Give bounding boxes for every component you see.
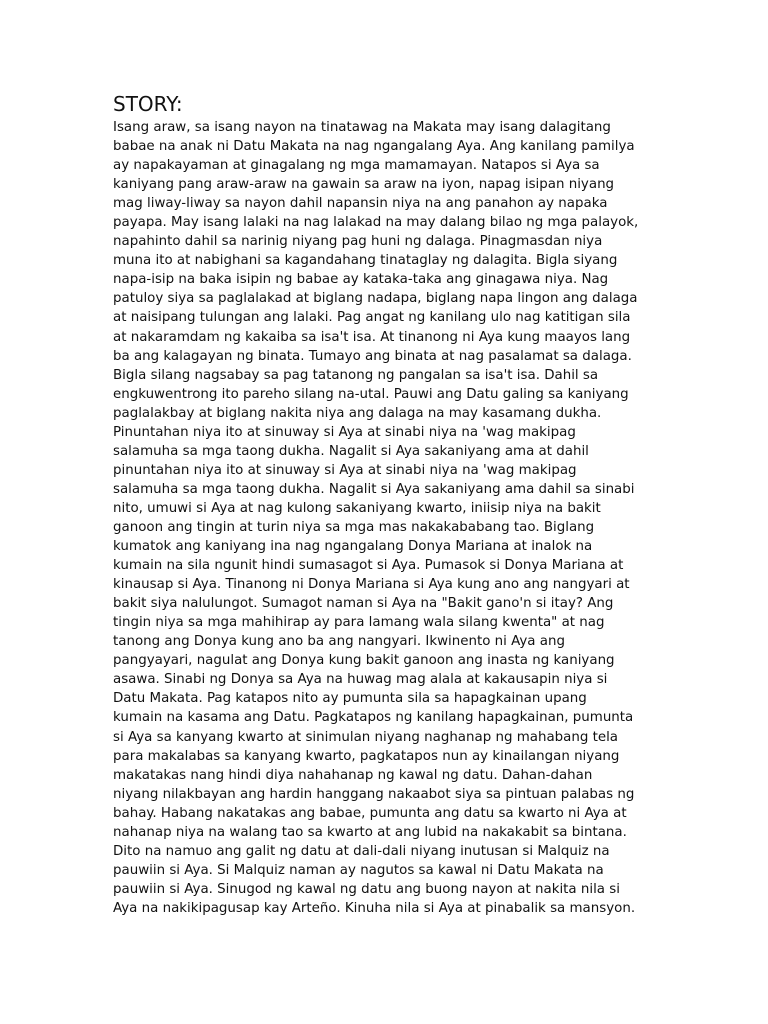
story-line: kumatok ang kaniyang ina nag ngangalang Donya Mariana at inalok na: [113, 539, 593, 555]
story-line: pauwiin si Aya. Sinugod ng kawal ng datu ang buong nayon at nakita nila si: [113, 881, 620, 897]
story-line: bahay. Habang nakatakas ang babae, pumunta ang datu sa kwarto ni Aya at: [113, 805, 627, 821]
story-line: Isang araw, sa isang nayon na tinatawag na Makata may isang dalagitang: [113, 120, 611, 135]
story-line: ba ang kalagayan ng binata. Tumayo ang binata at nag pasalamat sa dalaga.: [113, 348, 632, 364]
story-line: pinuntahan niya ito at sinuway si Aya at sinabi niya na 'wag makipag: [113, 462, 577, 478]
story-line: napahinto dahil sa narinig niyang pag huni ng dalaga. Pinagmasdan niya: [113, 234, 603, 250]
story-line: engkuwentrong ito pareho silang na-utal. Pauwi ang Datu galing sa kaniyang: [113, 386, 629, 402]
story-line: Pinuntahan niya ito at sinuway si Aya at sinabi niya na 'wag makipag: [113, 424, 576, 440]
story-line: nito, umuwi si Aya at nag kulong sakaniyang kwarto, iniisip niya na bakit: [113, 500, 601, 516]
story-line: salamuha sa mga taong dukha. Nagalit si Aya sakaniyang ama at dahil: [113, 443, 589, 459]
story-line: mag liway-liway sa nayon dahil napansin niya na ang panahon ay napaka: [113, 196, 608, 212]
story-line: kumain na sila ngunit hindi sumasagot si Aya. Pumasok si Donya Mariana at: [113, 558, 624, 574]
story-line: makatakas nang hindi diya nahahanap ng kawal ng datu. Dahan-dahan: [113, 767, 593, 783]
story-line: asawa. Sinabi ng Donya sa Aya na huwag mag alala at kakausapin niya si: [113, 672, 608, 688]
story-line: at nakaramdam ng kakaiba sa isa't isa. At tinanong ni Aya kung maayos lang: [113, 329, 631, 345]
page-heading: STORY:: [113, 92, 183, 116]
story-line: kumain na kasama ang Datu. Pagkatapos ng kanilang hapagkainan, pumunta: [113, 710, 634, 726]
story-line: bakit siya nalulungot. Sumagot naman si Aya na "Bakit gano'n si itay? Ang: [113, 596, 614, 612]
story-line: muna ito at nabighani sa kagandahang tinataglay ng dalagita. Bigla siyang: [113, 253, 618, 269]
story-line: pangyayari, nagulat ang Donya kung bakit ganoon ang inasta ng kaniyang: [113, 653, 615, 669]
story-line: Dito na namuo ang galit ng datu at dali-dali niyang inutusan si Malquiz na: [113, 843, 610, 859]
story-line: at naisipang tulungan ang lalaki. Pag angat ng kanilang ulo nag katitigan sila: [113, 310, 631, 326]
story-line: Datu Makata. Pag katapos nito ay pumunta sila sa hapagkainan upang: [113, 691, 587, 707]
story-line: ganoon ang tingin at turin niya sa mga mas nakakababang tao. Biglang: [113, 519, 595, 535]
story-line: babae na anak ni Datu Makata na nag ngangalang Aya. Ang kanilang pamilya: [113, 139, 635, 155]
story-line: salamuha sa mga taong dukha. Nagalit si Aya sakaniyang ama dahil sa sinabi: [113, 481, 635, 497]
story-line: payapa. May isang lalaki na nag lalakad na may dalang bilao ng mga palayok,: [113, 215, 639, 231]
story-line: nahanap niya na walang tao sa kwarto at ang lubid na nakakabit sa bintana.: [113, 824, 627, 840]
story-line: para makalabas sa kanyang kwarto, pagkatapos nun ay kinailangan niyang: [113, 748, 620, 764]
story-line: ay napakayaman at ginagalang ng mga mamamayan. Natapos si Aya sa: [113, 158, 600, 174]
story-line: Bigla silang nagsabay sa pag tatanong ng pangalan sa isa't isa. Dahil sa: [113, 367, 599, 383]
story-line: Aya na nakikipagusap kay Arteño. Kinuha nila si Aya at pinabalik sa mansyon.: [113, 900, 636, 916]
story-line: pauwiin si Aya. Si Malquiz naman ay nagutos sa kawal ni Datu Makata na: [113, 862, 604, 878]
story-line: tingin niya sa mga mahihirap ay para lamang wala silang kwenta" at nag: [113, 615, 605, 631]
story-line: patuloy siya sa paglalakad at biglang nadapa, biglang napa lingon ang dalaga: [113, 291, 638, 307]
story-line: kaniyang pang araw-araw na gawain sa araw na iyon, napag isipan niyang: [113, 177, 615, 193]
story-line: tanong ang Donya kung ano ba ang nangyari. Ikwinento ni Aya ang: [113, 634, 565, 650]
story-line: kinausap si Aya. Tinanong ni Donya Mariana si Aya kung ano ang nangyari at: [113, 577, 630, 593]
story-line: si Aya sa kanyang kwarto at sinimulan niyang naghanap ng mahabang tela: [113, 729, 619, 745]
story-line: paglalakbay at biglang nakita niya ang dalaga na may kasamang dukha.: [113, 405, 602, 421]
story-body: [113, 118, 713, 918]
story-line: niyang nilakbayan ang hardin hanggang nakaabot siya sa pintuan palabas ng: [113, 786, 635, 802]
story-line: napa-isip na baka isipin ng babae ay kataka-taka ang ginagawa niya. Nag: [113, 272, 609, 288]
